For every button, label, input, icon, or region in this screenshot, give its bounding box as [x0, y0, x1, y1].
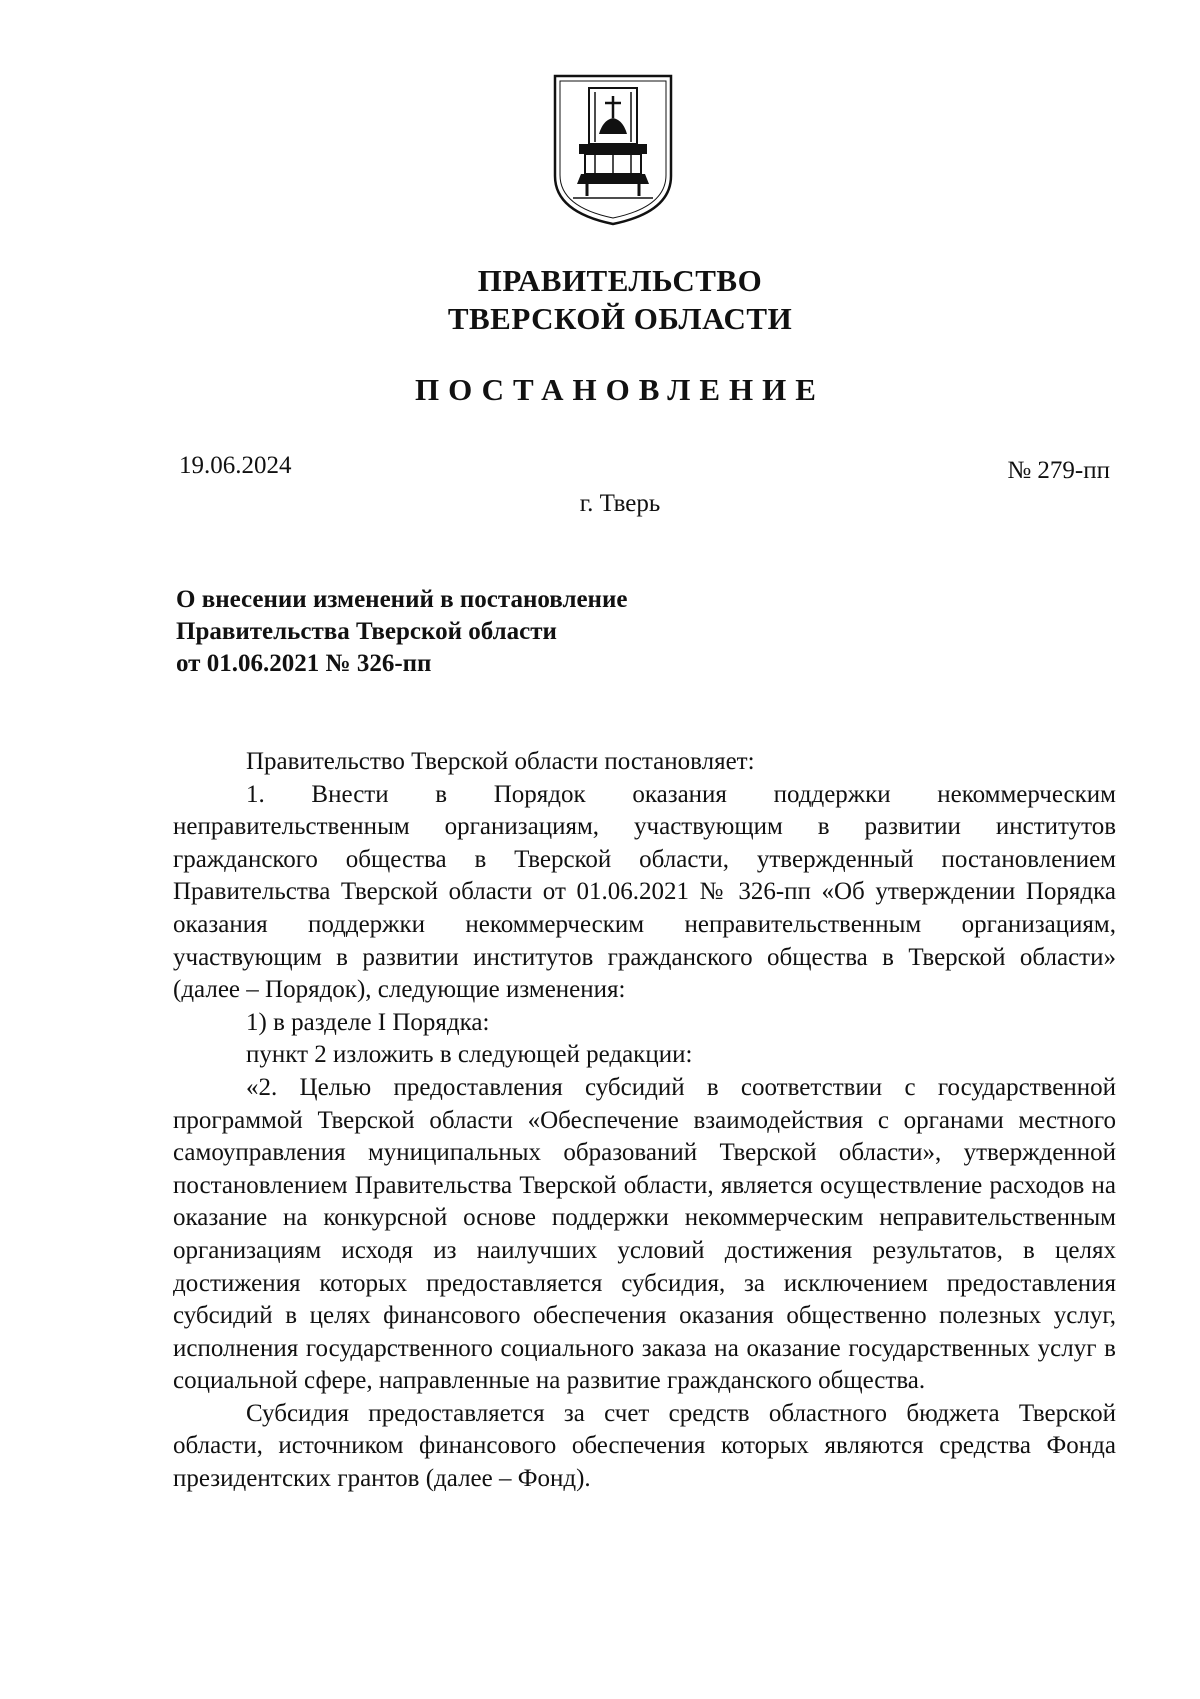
body-paragraph: Правительство Тверской области постановляет: — [246, 748, 755, 775]
body-paragraph: 1) в разделе I Порядка: — [246, 1008, 490, 1036]
body-paragraph: 1. Внести в Порядок оказания поддержки некоммерческим неправительственным организациям, участвующим в развитии институтов гражданского общества в Тверской области, утвержденный постановлением Правительства Тверской области от 01.06.2021 № 326-пп «Об утверждении Порядка оказания поддержки некоммерческим неправительственным организациям, участвующим в развитии институтов гражданского общества в Тверской области» (далее – Порядок), следующие изменения: — [173, 780, 1116, 1004]
document-type: ПОСТАНОВЛЕНИЕ — [415, 372, 825, 407]
subject-line: от 01.06.2021 № 326-пп — [176, 650, 432, 677]
document-city: г. Тверь — [579, 490, 661, 517]
body-paragraph: пункт 2 изложить в следующей редакции: — [246, 1041, 693, 1069]
body-paragraph: «2. Целью предоставления субсидий в соответствии с государственной программой Тверской области «Обеспечение взаимодействия с органами местного самоуправления муниципальных образований Тверской области», утвержденной постановлением Правительства Тверской области, является осуществление расходов на оказание на конкурсной основе поддержки некоммерческим неправительственным организациям исходя из наилучших условий достижения результатов, в целях достижения которых предоставляется субсидия, за исключением предоставления субсидий в целях финансового обеспечения оказания общественно полезных услуг, исполнения государственного социального заказа на оказание государственных услуг в социальной сфере, направленные на развитие гражданского общества. — [173, 1073, 1116, 1395]
subject-line: О внесении изменений в постановление — [176, 586, 628, 613]
document-date: 19.06.2024 — [179, 452, 292, 479]
body-paragraph: Субсидия предоставляется за счет средств областного бюджета Тверской области, источником финансового обеспечения которых являются средства Фонда президентских грантов (далее – Фонд). — [173, 1399, 1116, 1493]
government-title-line2: ТВЕРСКОЙ ОБЛАСТИ — [447, 301, 793, 336]
document-number: № 279-пп — [1007, 457, 1110, 484]
government-title-line1: ПРАВИТЕЛЬСТВО — [477, 263, 763, 298]
subject-line: Правительства Тверской области — [176, 618, 557, 645]
document-subject — [176, 584, 627, 680]
document-body — [173, 746, 1116, 1496]
coat-of-arms-icon — [551, 72, 675, 228]
